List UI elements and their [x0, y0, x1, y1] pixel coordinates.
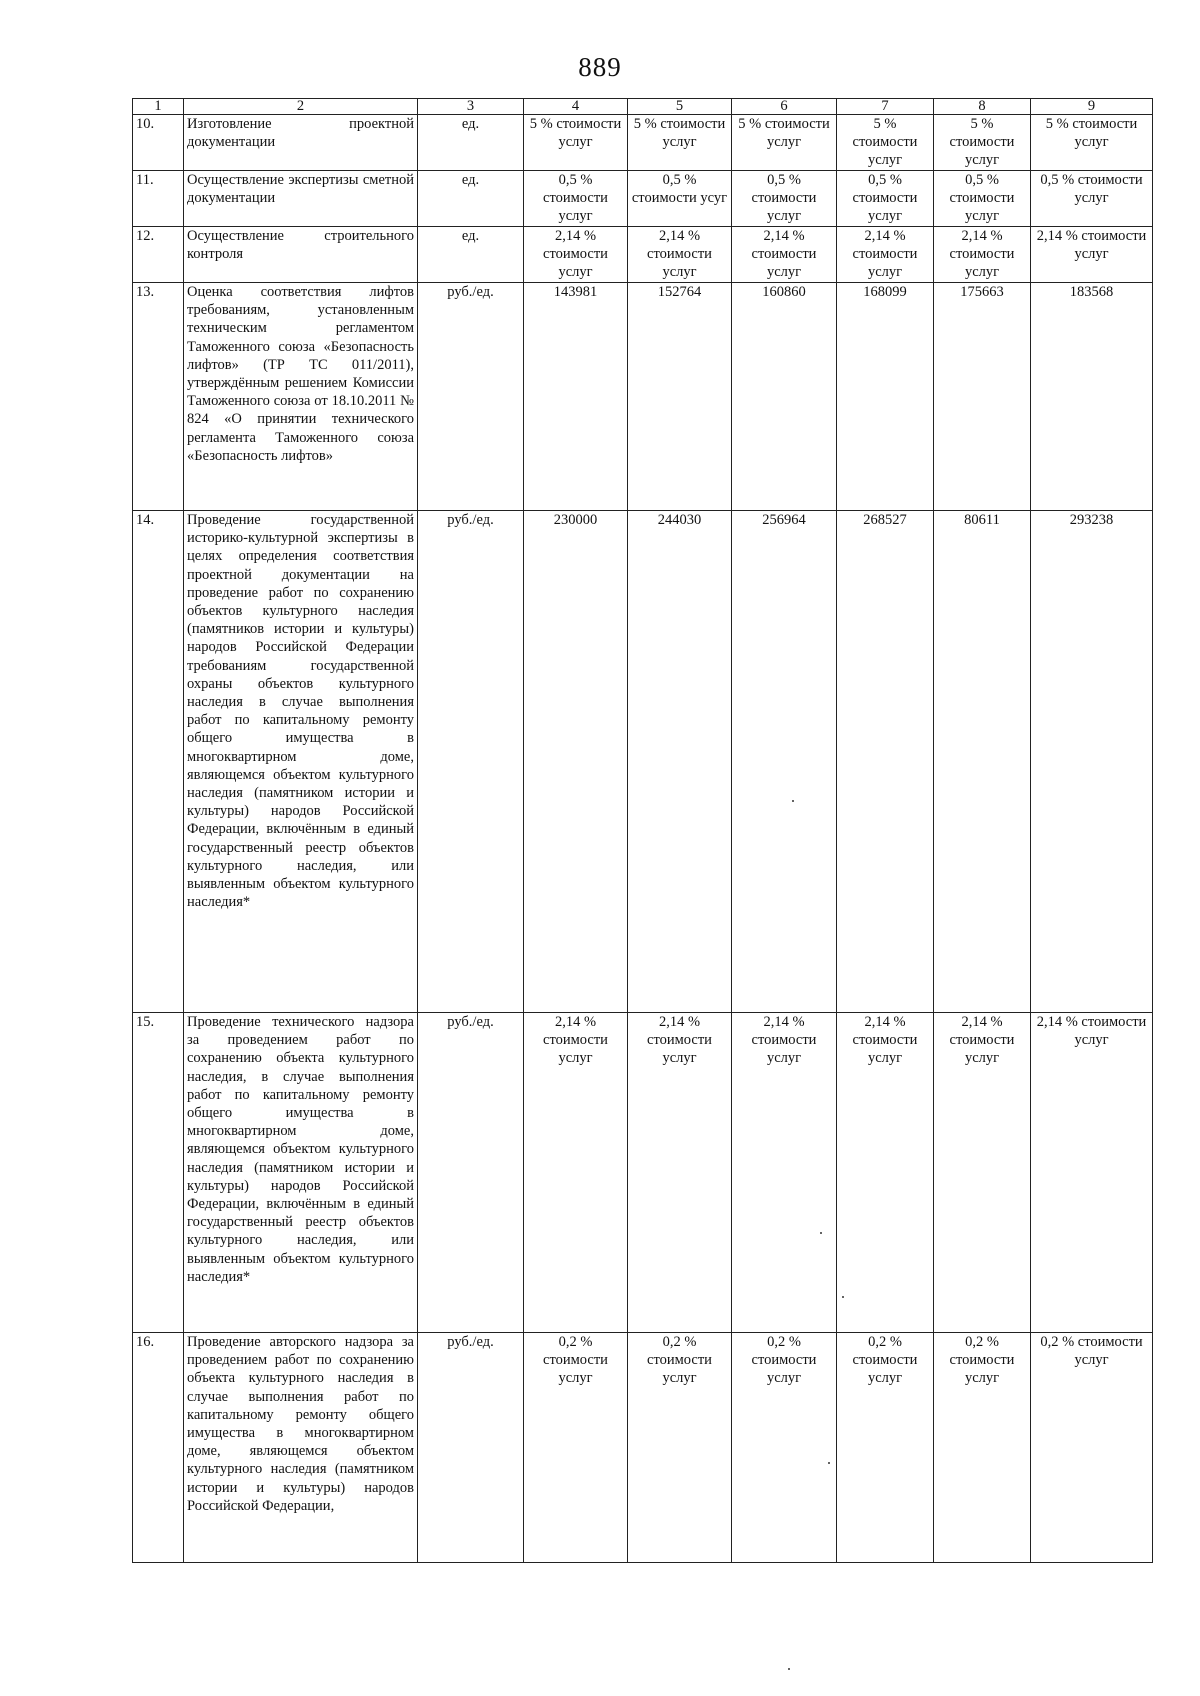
scan-speck [842, 1296, 844, 1298]
row-value: 5 % стоимости услуг [628, 115, 732, 171]
row-unit: ед. [418, 171, 524, 227]
scan-speck [820, 1232, 822, 1234]
row-value: 5 % стоимости услуг [524, 115, 628, 171]
row-value: 268527 [837, 511, 934, 1013]
header-cell: 9 [1031, 99, 1153, 115]
row-value: 0,2 % стоимости услуг [732, 1333, 837, 1563]
row-value: 175663 [934, 283, 1031, 511]
row-value: 80611 [934, 511, 1031, 1013]
row-value: 244030 [628, 511, 732, 1013]
row-value: 2,14 % стоимости услуг [524, 1013, 628, 1333]
row-value: 0,2 % стоимости услуг [628, 1333, 732, 1563]
table-row [133, 115, 1153, 171]
row-value: 230000 [524, 511, 628, 1013]
table-row [133, 511, 1153, 1013]
row-name: Проведение технического надзора за проведением работ по сохранению объекта культурного наследия, в случае выполнения работ по капитальному ремонту общего имущества в многоквартирном доме, являющемся объектом культурного наследия (памятником истории и культуры) народов Российской Федерации, включённым в единый государственный реестр объектов культурного наследия, или выявленным объектом культурного наследия* [184, 1013, 418, 1333]
header-cell: 8 [934, 99, 1031, 115]
header-cell: 2 [184, 99, 418, 115]
row-value: 2,14 % стоимости услуг [1031, 227, 1153, 283]
row-number: 14. [133, 511, 184, 1013]
row-unit: руб./ед. [418, 283, 524, 511]
row-value: 0,2 % стоимости услуг [837, 1333, 934, 1563]
row-number: 15. [133, 1013, 184, 1333]
row-value: 0,2 % стоимости услуг [934, 1333, 1031, 1563]
row-value: 2,14 % стоимости услуг [934, 227, 1031, 283]
tariff-table [132, 98, 1153, 1563]
table-row [133, 1013, 1153, 1333]
row-name: Изготовление проектной документации [184, 115, 418, 171]
row-number: 13. [133, 283, 184, 511]
scan-speck [828, 1462, 830, 1464]
row-number: 11. [133, 171, 184, 227]
row-unit: руб./ед. [418, 1013, 524, 1333]
page-number: 889 [578, 52, 622, 82]
row-number: 16. [133, 1333, 184, 1563]
row-value: 2,14 % стоимости услуг [628, 227, 732, 283]
row-value: 2,14 % стоимости услуг [732, 227, 837, 283]
row-value: 143981 [524, 283, 628, 511]
row-value: 152764 [628, 283, 732, 511]
scan-speck [788, 1668, 790, 1670]
row-value: 183568 [1031, 283, 1153, 511]
row-value: 5 % стоимости услуг [1031, 115, 1153, 171]
row-number: 10. [133, 115, 184, 171]
row-value: 256964 [732, 511, 837, 1013]
row-value: 5 % стоимости услуг [934, 115, 1031, 171]
header-cell: 5 [628, 99, 732, 115]
row-value: 2,14 % стоимости услуг [524, 227, 628, 283]
header-cell: 4 [524, 99, 628, 115]
row-value: 5 % стоимости услуг [732, 115, 837, 171]
table-header-row [133, 99, 1153, 115]
table-row [133, 227, 1153, 283]
row-value: 0,2 % стоимости услуг [1031, 1333, 1153, 1563]
row-value: 2,14 % стоимости услуг [837, 227, 934, 283]
row-value: 2,14 % стоимости услуг [732, 1013, 837, 1333]
row-name: Проведение авторского надзора за проведением работ по сохранению объекта культурного наследия в случае выполнения работ по капитальному ремонту общего имущества в многоквартирном доме, являющемся объектом культурного наследия (памятником истории и культуры) народов Российской Федерации, [184, 1333, 418, 1563]
row-value: 168099 [837, 283, 934, 511]
row-unit: ед. [418, 227, 524, 283]
table-row [133, 1333, 1153, 1563]
row-value: 160860 [732, 283, 837, 511]
row-value: 2,14 % стоимости услуг [837, 1013, 934, 1333]
table-row [133, 283, 1153, 511]
row-value: 0,5 % стоимости услуг [837, 171, 934, 227]
row-name: Осуществление строительного контроля [184, 227, 418, 283]
row-unit: ед. [418, 115, 524, 171]
row-value: 2,14 % стоимости услуг [628, 1013, 732, 1333]
row-unit: руб./ед. [418, 1333, 524, 1563]
row-name: Осуществление экспертизы сметной документации [184, 171, 418, 227]
row-value: 2,14 % стоимости услуг [1031, 1013, 1153, 1333]
table-row [133, 171, 1153, 227]
header-cell: 7 [837, 99, 934, 115]
row-value: 5 % стоимости услуг [837, 115, 934, 171]
scan-speck [792, 800, 794, 802]
row-value: 0,2 % стоимости услуг [524, 1333, 628, 1563]
row-value: 0,5 % стоимости услуг [1031, 171, 1153, 227]
row-value: 293238 [1031, 511, 1153, 1013]
row-value: 2,14 % стоимости услуг [934, 1013, 1031, 1333]
table-body [133, 99, 1153, 1563]
row-value: 0,5 % стоимости услуг [524, 171, 628, 227]
row-value: 0,5 % стоимости услуг [934, 171, 1031, 227]
header-cell: 6 [732, 99, 837, 115]
row-number: 12. [133, 227, 184, 283]
row-value: 0,5 % стоимости усуг [628, 171, 732, 227]
row-name: Оценка соответствия лифтов требованиям, установленным техническим регламентом Таможенного союза «Безопасность лифтов» (ТР ТС 011/2011), утверждённым решением Комиссии Таможенного союза от 18.10.2011 № 824 «О принятии технического регламента Таможенного союза «Безопасность лифтов» [184, 283, 418, 511]
header-cell: 1 [133, 99, 184, 115]
row-name: Проведение государственной историко-культурной экспертизы в целях определения соответствия проектной документации на проведение работ по сохранению объектов культурного наследия (памятников истории и культуры) народов Российской Федерации требованиям государственной охраны объектов культурного наследия в случае выполнения работ по капитальному ремонту общего имущества в многоквартирном доме, являющемся объектом культурного наследия (памятником истории и культуры) народов Российской Федерации, включённым в единый государственный реестр объектов культурного наследия, или выявленным объектом культурного наследия* [184, 511, 418, 1013]
row-unit: руб./ед. [418, 511, 524, 1013]
row-value: 0,5 % стоимости услуг [732, 171, 837, 227]
header-cell: 3 [418, 99, 524, 115]
